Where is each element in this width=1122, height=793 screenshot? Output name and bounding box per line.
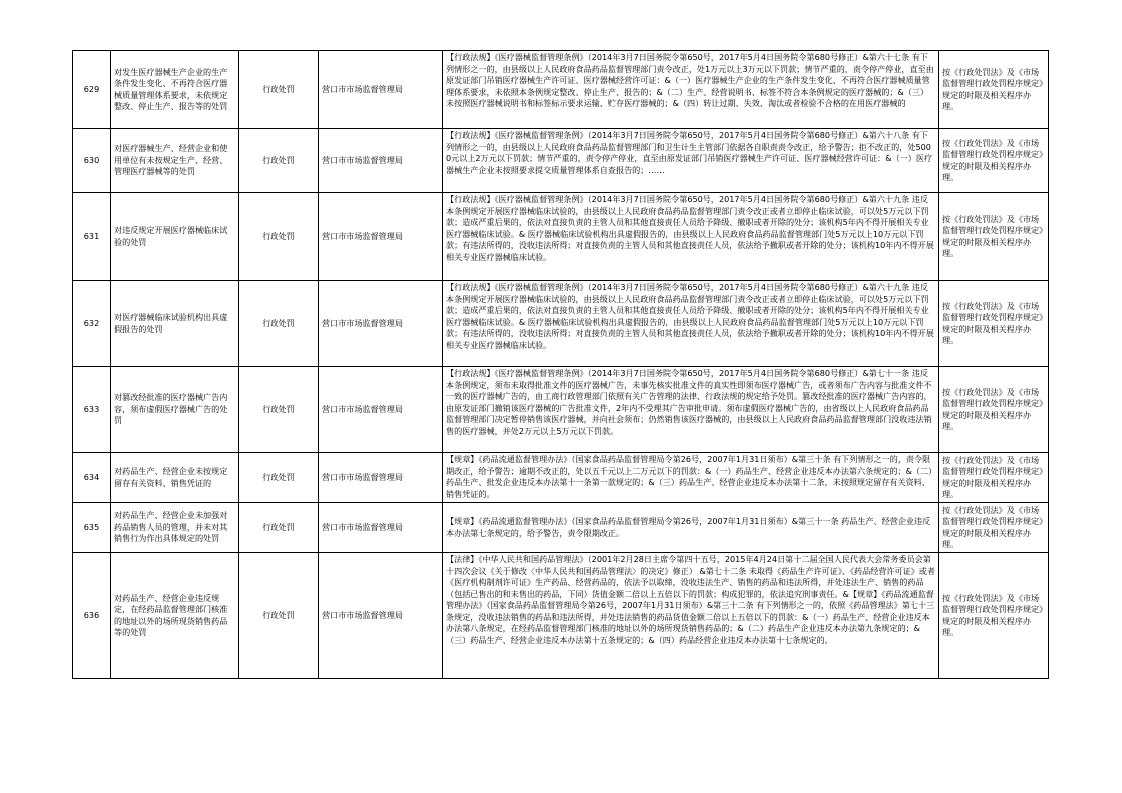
row-number: 635 [73,503,111,553]
legal-basis-text: 【法律】《中华人民共和国药品管理法》（2001年2月28日主席令第四十五号，2015年4月24日第十二届全国人民代表大会常务委员会第十四次会议《关于修改〈中华人民共和国药品管理法〉的决定》修正） &第七十二条 未取得《药品生产许可证》、《药品经营许可证》或者《医疗机构制剂许可证》生产药品、经营药品的，依法予以取缔，没收违法生产、销售的药品和违法所得，并处违法生产、销售的药品（包括已售出的和未售出的药品，下同）货值金额二倍以上五倍以下的罚款；构成犯罪的，依法追究刑事责任。&【规章】《药品流通监督管理办法》（国家食品药品监督管理局令第26号，2007年1月31日须布）&第三十二条 有下列情形之一的，依照《药品管理法》第七十三条规定，没收违法销售的药品和违法所得，并处违法销售的药品货值金额二倍以上五倍以下的罚款：&（一）药品生产、经营企业违反本办法第八条规定，在经药品监督管理部门核准的地址以外的场所现货销售药品的；&（二）药品生产企业违反本办法第九条规定的；&（三）药品生产、经营企业违反本办法第十五条规定的；&（四）药品经营企业违反本办法第十七条规定的。 [446,554,935,645]
implementing-agency: 营口市市场监督管理局 [319,193,443,281]
row-number: 631 [73,193,111,281]
table-row [73,367,1049,453]
row-number: 633 [73,367,111,453]
item-name: 对药品生产、经营企业未加强对药品销售人员的管理，并未对其销售行为作出具体规定的处罚 [111,503,239,553]
legal-basis-text: 【行政法规】《医疗器械监督管理条例》（2014年3月7日国务院令第650号，2017年5月4日国务院令第680号修正）&第七十一条 违反本条例规定，须布未取得批准文件的医疗器械广告，未事先核实批准文件的真实性即须布医疗器械广告，或者须布广告内容与批准文件不一致的医疗器械广告的，由工商行政管理部门依照有关广告管理的法律、行政法规的规定给予处罚。篡改经批准的医疗器械广告内容的，由原发证部门撤销该医疗器械的广告批准文件，2年内不受理其广告审批申请。须布虚假医疗器械广告的，由省级以上人民政府食品药品监督管理部门决定暂停销售该医疗器械，并向社会须布；仍然销售该医疗器械的，由县级以上人民政府食品药品监督管理部门没收违法销售的医疗器械，并处2万元以上5万元以下罚款。 [446,368,932,436]
legal-basis [443,281,939,367]
legal-basis [443,129,939,193]
legal-basis-text: 【行政法规】《医疗器械监督管理条例》（2014年3月7日国务院令第650号，2017年5月4日国务院令第680号修正）&第六十九条 违反本条例规定开展医疗器械临床试验的，由县级以上人民政府食品药品监督管理部门责令改正或者立即停止临床试验，可以处5万元以下罚款；造成严重后果的，依法对直接负责的主管人员和其他直接责任人员给予降级、撤职或者开除的处分；该机构5年内不得开展相关专业医疗器械临床试验。& 医疗器械临床试验机构出具虚假报告的，由县级以上人民政府食品药品监督管理部门处5万元以上10万元以下罚款；有违法所得的，没收违法所得；对直接负责的主管人员和其他直接责任人员，依法给予撤职或者开除的处分；该机构10年内不得开展相关专业医疗器械临床试验。 [446,194,934,262]
item-type: 行政处罚 [239,51,319,129]
row-number: 630 [73,129,111,193]
procedure-note: 按《行政处罚法》及《市场监督管理行政处罚程序规定》规定的时限及相关程序办理。 [939,367,1049,453]
item-type: 行政处罚 [239,453,319,503]
procedure-note: 按《行政处罚法》及《市场监督管理行政处罚程序规定》规定的时限及相关程序办理。 [939,129,1049,193]
implementing-agency: 营口市市场监督管理局 [319,281,443,367]
table-row [73,553,1049,679]
implementing-agency: 营口市市场监督管理局 [319,367,443,453]
item-name: 对违反规定开展医疗器械临床试验的处罚 [111,193,239,281]
table-row [73,281,1049,367]
legal-basis [443,51,939,129]
table-row [73,193,1049,281]
legal-basis-text: 【规章】《药品流通监督管理办法》（国家食品药品监督管理局令第26号，2007年1月31日须布）&第三十条 有下列情形之一的，责令限期改正，给予警告；逾期不改正的，处以五千元以上二万元以下的罚款：&（一）药品生产、经营企业违反本办法第六条规定的；&（二）药品生产、批发企业违反本办法第十一条第一款规定的；&（三）药品生产、经营企业违反本办法第十二条，未按照规定留存有关资料、销售凭证的。 [446,454,933,499]
procedure-note: 按《行政处罚法》及《市场监督管理行政处罚程序规定》规定的时限及相关程序办理。 [939,281,1049,367]
legal-basis [443,193,939,281]
legal-basis [443,453,939,503]
penalty-table [72,50,1049,679]
implementing-agency: 营口市市场监督管理局 [319,553,443,679]
legal-basis [443,367,939,453]
item-name: 对医疗器械临床试验机构出具虚假报告的处罚 [111,281,239,367]
table-body [73,51,1049,679]
item-name: 对药品生产、经营企业违反规定，在经药品监督管理部门核准的地址以外的场所现货销售药品等的处罚 [111,553,239,679]
item-name: 对医疗器械生产、经营企业和使用单位有未按规定生产、经营、管理医疗器械等的处罚 [111,129,239,193]
procedure-note: 按《行政处罚法》及《市场监督管理行政处罚程序规定》规定的时限及相关程序办理。 [939,453,1049,503]
legal-basis-text: 【行政法规】《医疗器械监督管理条例》（2014年3月7日国务院令第650号，2017年5月4日国务院令第680号修正）&第六十八条 有下列情形之一的，由县级以上人民政府食品药品监督管理部门和卫生计生主管部门依据各自职责责令改正，给予警告；拒不改正的，处5000元以上2万元以下罚款；情节严重的，责令停产停业，直至由原发证部门吊销医疗器械生产许可证、医疗器械经营许可证：&（一）医疗器械生产企业未按照要求提交质量管理体系自查报告的；…… [446,130,933,175]
row-number: 629 [73,51,111,129]
item-type: 行政处罚 [239,281,319,367]
row-number: 632 [73,281,111,367]
item-type: 行政处罚 [239,553,319,679]
procedure-note: 按《行政处罚法》及《市场监督管理行政处罚程序规定》规定的时限及相关程序办理。 [939,553,1049,679]
row-number: 634 [73,453,111,503]
item-type: 行政处罚 [239,503,319,553]
table-row [73,453,1049,503]
row-number: 636 [73,553,111,679]
implementing-agency: 营口市市场监督管理局 [319,51,443,129]
item-type: 行政处罚 [239,193,319,281]
table-row [73,51,1049,129]
implementing-agency: 营口市市场监督管理局 [319,453,443,503]
procedure-note: 按《行政处罚法》及《市场监督管理行政处罚程序规定》规定的时限及相关程序办理。 [939,503,1049,553]
legal-basis-text: 【行政法规】《医疗器械监督管理条例》（2014年3月7日国务院令第650号，2017年5月4日国务院令第680号修正）&第六十九条 违反本条例规定开展医疗器械临床试验的，由县级以上人民政府食品药品监督管理部门责令改正或者立即停止临床试验，可以处5万元以下罚款；造成严重后果的，依法对直接负责的主管人员和其他直接责任人员给予降级、撤职或者开除的处分；该机构5年内不得开展相关专业医疗器械临床试验。& 医疗器械临床试验机构出具虚假报告的，由县级以上人民政府食品药品监督管理部门处5万元以上10万元以下罚款；有违法所得的，没收违法所得；对直接负责的主管人员和其他直接责任人员，依法给予撤职或者开除的处分；该机构10年内不得开展相关专业医疗器械临床试验。 [446,282,934,350]
item-type: 行政处罚 [239,129,319,193]
item-name: 对药品生产、经营企业未按规定留存有关资料、销售凭证的 [111,453,239,503]
legal-basis [443,553,939,679]
table-row [73,503,1049,553]
implementing-agency: 营口市市场监督管理局 [319,129,443,193]
legal-basis-text: 【行政法规】《医疗器械监督管理条例》（2014年3月7日国务院令第650号，2017年5月4日国务院令第680号修正）&第六十七条 有下列情形之一的，由县级以上人民政府食品药品监督管理部门责令改正，处1万元以上3万元以下罚款；情节严重的，责令停产停业，直至由原发证部门吊销医疗器械生产许可证、医疗器械经营许可证：&（一）医疗器械生产企业的生产条件发生变化、不再符合医疗器械质量管理体系要求，未依照本条例规定整改、停止生产、报告的；&（二）生产、经营说明书、标签不符合本条例规定的医疗器械的；&（三）未按照医疗器械说明书和标签标示要求运输、贮存医疗器械的；&（四）转让过期、失效、淘汰或者检验不合格的在用医疗器械的 [446,52,934,108]
legal-basis [443,503,939,553]
table-row [73,129,1049,193]
legal-basis-text: 【规章】《药品流通监督管理办法》（国家食品药品监督管理局令第26号，2007年1月31日须布）&第三十一条 药品生产、经营企业违反本办法第七条规定的，给予警告，责令限期改正。 [446,516,931,538]
implementing-agency: 营口市市场监督管理局 [319,503,443,553]
item-type: 行政处罚 [239,367,319,453]
procedure-note: 按《行政处罚法》及《市场监督管理行政处罚程序规定》规定的时限及相关程序办理。 [939,51,1049,129]
item-name: 对篡改经批准的医疗器械广告内容，须布虚假医疗器械广告的处罚 [111,367,239,453]
item-name: 对发生医疗器械生产企业的生产条件发生变化、不再符合医疗器械质量管理体系要求，未依规定整改、停止生产、报告等的处罚 [111,51,239,129]
procedure-note: 按《行政处罚法》及《市场监督管理行政处罚程序规定》规定的时限及相关程序办理。 [939,193,1049,281]
